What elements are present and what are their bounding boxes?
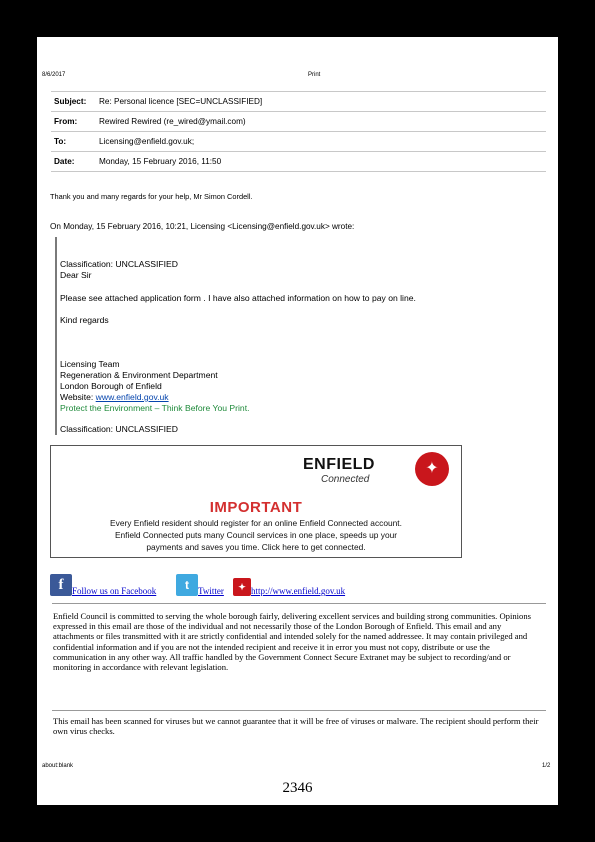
divider-bottom <box>52 710 546 711</box>
from-value: Rewired Rewired (re_wired@ymail.com) <box>99 117 246 126</box>
quote-attribution: On Monday, 15 February 2016, 10:21, Licensing <Licensing@enfield.gov.uk> wrote: <box>50 222 355 231</box>
logo-wordmark: ENFIELD <box>303 456 375 473</box>
facebook-icon[interactable]: f <box>50 574 72 596</box>
logo-subtitle: Connected <box>321 474 370 485</box>
regards-text: Kind regards <box>60 315 109 325</box>
enfield-connected-banner[interactable] <box>50 445 462 558</box>
to-value: Licensing@enfield.gov.uk; <box>99 137 195 146</box>
date-label: Date: <box>54 157 75 166</box>
banner-line-3: payments and saves you time. Click here to get connected. <box>146 542 366 552</box>
signature-website <box>60 392 169 402</box>
signature-borough: London Borough of Enfield <box>60 381 162 391</box>
twitter-link[interactable]: Twitter <box>198 586 224 596</box>
subject-label: Subject: <box>54 97 87 106</box>
print-title: Print <box>308 72 321 78</box>
enfield-connected-logo <box>303 452 453 490</box>
from-label: From: <box>54 117 78 126</box>
signature-team: Licensing Team <box>60 359 120 369</box>
disclaimer-paragraph: Enfield Council is committed to serving the whole borough fairly, delivering excellent services and building strong communities. Opinions expressed in this email are those of the individual and not necessarily those of the London Borough of Enfield. This email and any attachments or files transmitted with it are strictly confidential and intended solely for the named addressee. It may contain privileged and confidential information and if you are not the intended recipient and receive it in error you must not copy, distribute or use the communication in any other way. All traffic handled by the Government Connect Secure Extranet may be subject to recording/and or monitoring in accordance with relevant legislation. <box>53 611 531 673</box>
twitter-icon[interactable]: t <box>176 574 198 596</box>
classification-top: Classification: UNCLASSIFIED <box>60 259 178 269</box>
website-link[interactable]: www.enfield.gov.uk <box>95 392 169 402</box>
virus-notice: This email has been scanned for viruses but we cannot guarantee that it will be free of viruses or malware. The recipient should perform their own virus checks. <box>53 716 539 737</box>
quoted-message <box>55 237 537 435</box>
environment-note: Protect the Environment – Think Before You Print. <box>60 403 250 413</box>
page-number: 2346 <box>282 780 313 796</box>
social-links <box>50 574 390 598</box>
enfield-icon[interactable]: ✦ <box>233 578 251 596</box>
greeting: Dear Sir <box>60 270 92 280</box>
to-label: To: <box>54 137 67 146</box>
dragon-icon: ✦ <box>415 452 449 486</box>
subject-value: Re: Personal licence [SEC=UNCLASSIFIED] <box>99 97 263 106</box>
print-page <box>37 37 558 805</box>
website-url-link[interactable]: http://www.enfield.gov.uk <box>251 586 346 596</box>
date-value: Monday, 15 February 2016, 11:50 <box>99 157 222 166</box>
classification-bottom: Classification: UNCLASSIFIED <box>60 424 178 434</box>
footer-url: about:blank <box>42 763 74 769</box>
reply-text: Thank you and many regards for your help, Mr Simon Cordell. <box>50 192 253 201</box>
website-label: Website: <box>60 392 96 402</box>
subject-row <box>51 91 546 111</box>
message-text: Please see attached application form . I have also attached information on how to pay on line. <box>60 293 416 303</box>
to-row <box>51 131 546 151</box>
footer-page-count: 1/2 <box>542 763 551 769</box>
banner-line-2: Enfield Connected puts many Council services in one place, speeds up your <box>114 530 398 540</box>
email-header-table <box>51 91 546 172</box>
banner-line-1: Every Enfield resident should register for an online Enfield Connected account. <box>110 518 402 528</box>
signature-department: Regeneration & Environment Department <box>60 370 218 380</box>
date-row <box>51 151 546 172</box>
print-date: 8/6/2017 <box>42 72 66 78</box>
facebook-link[interactable]: Follow us on Facebook <box>72 586 157 596</box>
important-heading: IMPORTANT <box>209 499 303 516</box>
from-row <box>51 111 546 131</box>
divider-top <box>52 603 546 604</box>
